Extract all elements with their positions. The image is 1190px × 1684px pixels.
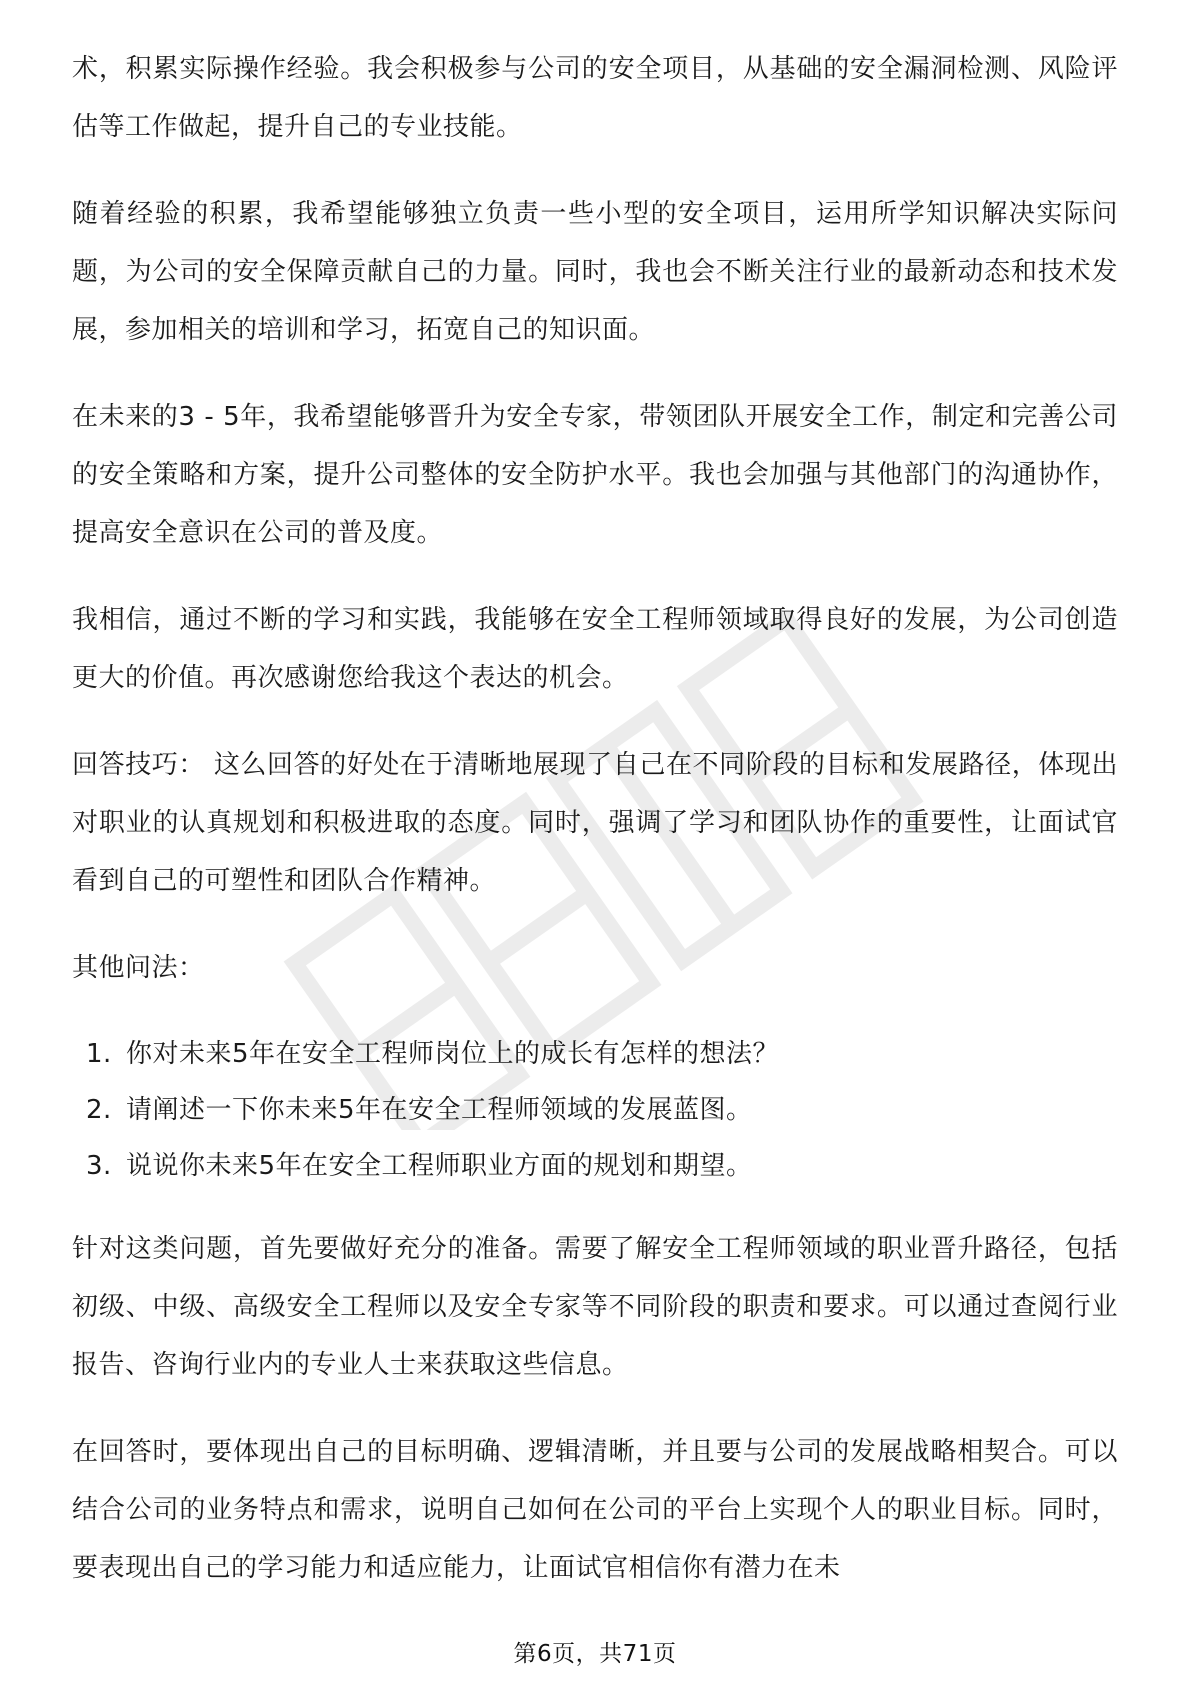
list-item-text: 你对未来5年在安全工程师岗位上的成长有怎样的想法？ [126, 1039, 780, 1069]
other-questions-list [72, 1026, 1118, 1194]
paragraph-answer-strategy: 在回答时，要体现出自己的目标明确、逻辑清晰，并且要与公司的发展战略相契合。可以结合公司的业务特点和需求，说明自己如何在公司的平台上实现个人的职业目标。同时，要表现出自己的学习能力和适应能力，让面试官相信你有潜力在未 [72, 1437, 1118, 1583]
list-item [72, 1082, 1118, 1138]
paragraph-answer-tips: 回答技巧： 这么回答的好处在于清晰地展现了自己在不同阶段的目标和发展路径，体现出对职业的认真规划和积极进取的态度。同时，强调了学习和团队协作的重要性，让面试官看到自己的可塑性和团队合作精神。 [72, 750, 1118, 896]
list-item-number: 3. [86, 1151, 112, 1181]
list-item-number: 2. [86, 1095, 112, 1125]
paragraph-independent-projects: 随着经验的积累，我希望能够独立负责一些小型的安全项目，运用所学知识解决实际问题，为公司的安全保障贡献自己的力量。同时，我也会不断关注行业的最新动态和技术发展，参加相关的培训和学习，拓宽自己的知识面。 [72, 199, 1118, 345]
list-item-number: 1. [86, 1039, 112, 1069]
list-item [72, 1026, 1118, 1082]
paragraph-preparation: 针对这类问题，首先要做好充分的准备。需要了解安全工程师领域的职业晋升路径，包括初级、中级、高级安全工程师以及安全专家等不同阶段的职责和要求。可以通过查阅行业报告、咨询行业内的专业人士来获取这些信息。 [72, 1234, 1118, 1380]
paragraph-other-asks-heading: 其他问法： [72, 953, 205, 983]
paragraph-career-start: 术，积累实际操作经验。我会积极参与公司的安全项目，从基础的安全漏洞检测、风险评估等工作做起，提升自己的专业技能。 [72, 54, 1118, 142]
page-number-footer: 第6页，共71页 [513, 1641, 677, 1667]
document-body [72, 40, 1118, 1626]
paragraph-3-5-years: 在未来的3 - 5年，我希望能够晋升为安全专家，带领团队开展安全工作，制定和完善公司的安全策略和方案，提升公司整体的安全防护水平。我也会加强与其他部门的沟通协作，提高安全意识在公司的普及度。 [72, 402, 1118, 548]
list-item [72, 1138, 1118, 1194]
list-item-text: 说说你未来5年在安全工程师职业方面的规划和期望。 [126, 1151, 753, 1181]
list-item-text: 请阐述一下你未来5年在安全工程师领域的发展蓝图。 [126, 1095, 753, 1125]
paragraph-conclusion: 我相信，通过不断的学习和实践，我能够在安全工程师领域取得良好的发展，为公司创造更大的价值。再次感谢您给我这个表达的机会。 [72, 605, 1118, 693]
